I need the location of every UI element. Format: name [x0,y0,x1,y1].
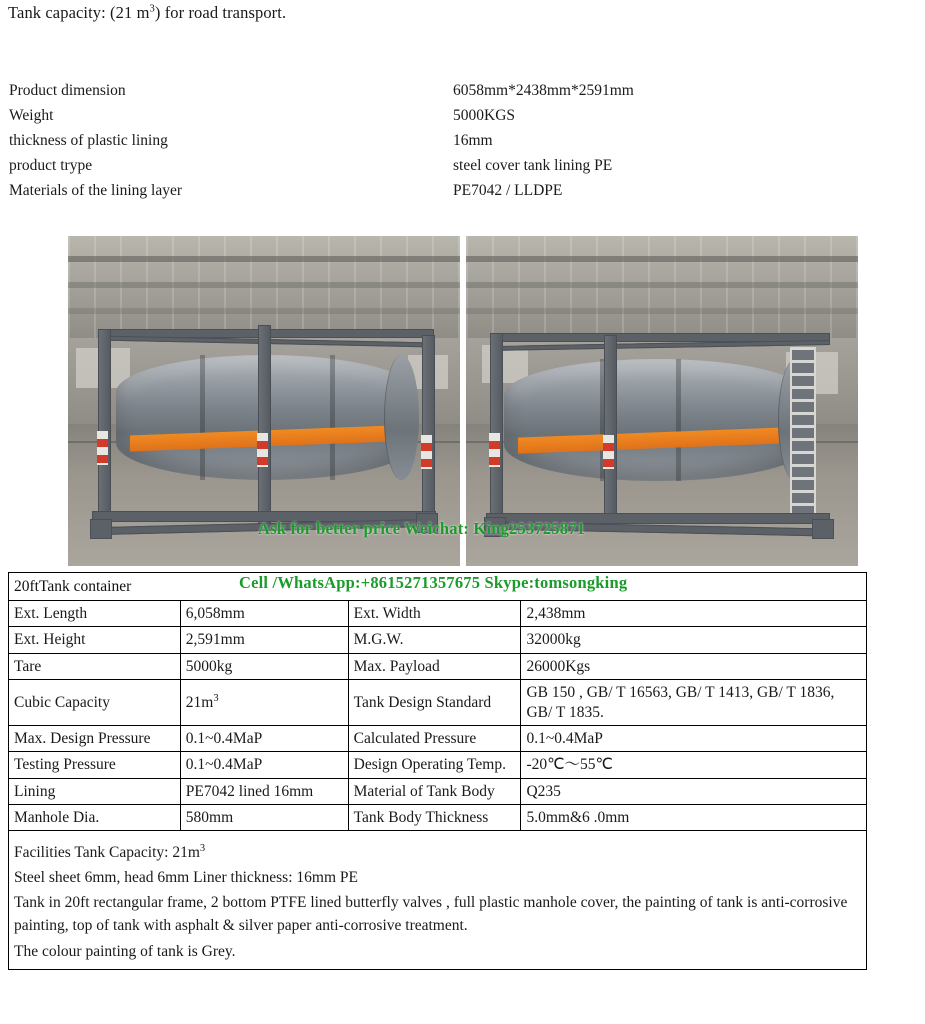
note-capacity-text: Facilities Tank Capacity: 21m [14,844,200,862]
spec-row [9,178,914,203]
cell-label: Cubic Capacity [9,680,181,726]
reflective-stripe [97,431,108,465]
spec-label: Weight [9,107,54,124]
cell-label: M.G.W. [348,627,521,653]
spec-row [9,78,914,103]
spec-row [9,128,914,153]
spec-list [9,78,914,203]
cell-label: Ext. Height [9,627,181,653]
frame-corner-post [98,329,111,525]
page-title-suffix: ) for road transport. [154,3,287,22]
frame-center-post [258,325,271,525]
cubic-capacity-superscript: 3 [213,693,219,705]
cell-label: Tank Design Standard [348,680,521,726]
note-line-frame: Tank in 20ft rectangular frame, 2 bottom PTFE lined butterfly valves , full plastic manhole cover, the painting of tank is anti-corrosive painting, top of tank with asphalt & silver paper anti-corrosive treatment. [14,894,848,934]
notes-cell [9,831,867,970]
reflective-stripe [603,435,614,469]
cell-label: Tare [9,653,181,679]
cell-label: Max. Payload [348,653,521,679]
cell-label: Design Operating Temp. [348,752,521,778]
note-line-colour: The colour painting of tank is Grey. [14,943,236,961]
frame-corner-post [422,335,435,515]
promo-price-contact: Ask for better price Weichat: King253725871 [258,519,586,538]
cell-value: PE7042 lined 16mm [180,778,348,804]
reflective-stripe [257,433,268,467]
corner-casting [812,519,834,539]
table-row [9,680,867,726]
note-capacity-superscript: 3 [199,843,206,855]
spec-label: Materials of the lining layer [9,182,183,199]
frame-center-post [604,335,617,525]
cell-label: Tank Body Thickness [348,805,521,831]
tank-rib [676,359,681,481]
tank-container-illustration [484,313,834,548]
cell-value: 2,591mm [180,627,348,653]
table-title: 20ftTank container [14,577,132,595]
table-row [9,653,867,679]
page-title [8,3,286,23]
tank-rib [200,355,205,480]
spec-table [8,572,867,970]
orange-hazard-band [130,424,418,451]
spec-value: 5000KGS [453,107,516,124]
cell-value: 5.0mm&6 .0mm [521,805,867,831]
cubic-capacity-number: 21m [185,694,214,712]
spec-value: 6058mm*2438mm*2591mm [453,82,634,99]
spec-label: Product dimension [9,82,126,99]
spec-value: 16mm [453,132,493,149]
cell-label: Ext. Length [9,601,181,627]
product-photo-right [466,236,858,566]
cell-label: Calculated Pressure [348,725,521,751]
spec-value: PE7042 / LLDPE [453,182,563,199]
cell-value: 32000kg [521,627,867,653]
cell-value: Q235 [521,778,867,804]
cell-label: Max. Design Pressure [9,725,181,751]
tank-container-illustration [90,313,440,548]
corner-casting [90,519,112,539]
table-row [9,627,867,653]
cell-label: Testing Pressure [9,752,181,778]
spec-value: steel cover tank lining PE [453,157,613,174]
reflective-stripe [489,433,500,467]
spec-row [9,153,914,178]
cell-value-cubic [180,680,348,726]
product-photo-left [68,236,460,566]
cell-label: Material of Tank Body [348,778,521,804]
table-row [9,725,867,751]
spec-table-wrapper [8,572,867,970]
orange-hazard-band [518,427,812,454]
note-line-capacity [14,834,861,863]
cell-value: 0.1~0.4MaP [521,725,867,751]
cell-value: 580mm [180,805,348,831]
cell-value: 0.1~0.4MaP [180,752,348,778]
cell-value: 26000Kgs [521,653,867,679]
spec-label: thickness of plastic lining [9,132,168,149]
page-title-prefix: Tank capacity: (21 m [8,3,150,22]
table-row [9,752,867,778]
cell-value-standards: GB 150 , GB/ T 16563, GB/ T 1413, GB/ T 1836, GB/ T 1835. [521,680,867,726]
product-photo-row [68,236,858,566]
tank-rib [330,355,335,480]
cell-label: Lining [9,778,181,804]
cell-value: 2,438mm [521,601,867,627]
cell-label: Manhole Dia. [9,805,181,831]
cell-label: Ext. Width [348,601,521,627]
tank-shell [504,359,810,481]
spec-label: product trype [9,157,93,174]
table-row [9,778,867,804]
cell-value: 6,058mm [180,601,348,627]
cell-value: 0.1~0.4MaP [180,725,348,751]
reflective-stripe [421,435,432,469]
promo-phone-contact: Cell /WhatsApp:+8615271357675 Skype:tomsongking [239,573,628,592]
access-ladder [790,347,816,517]
note-line-steel: Steel sheet 6mm, head 6mm Liner thickness: 16mm PE [14,869,358,887]
table-row [9,601,867,627]
cell-value: -20℃～55℃ [521,752,867,778]
table-row [9,805,867,831]
spec-row [9,103,914,128]
cell-value: 5000kg [180,653,348,679]
table-row-notes [9,831,867,970]
frame-corner-post [490,333,503,523]
page-title-superscript: 3 [149,3,155,15]
